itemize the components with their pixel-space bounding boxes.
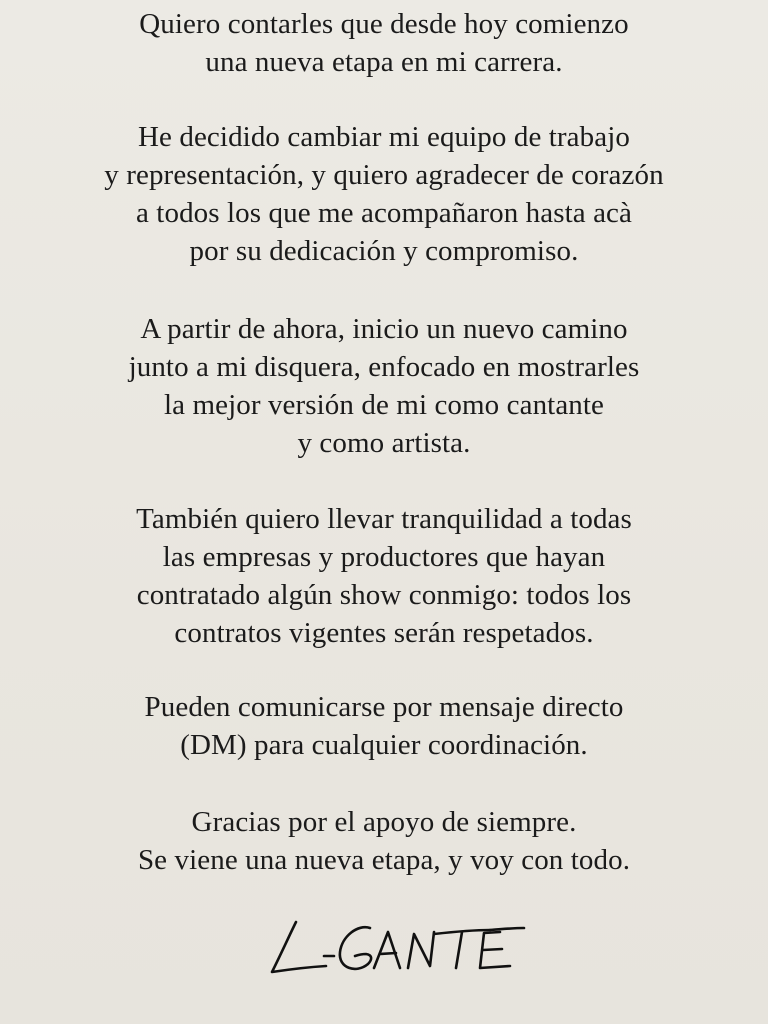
- text-line: Se viene una nueva etapa, y voy con todo.: [137, 844, 631, 876]
- text-line: las empresas y productores que hayan: [162, 541, 606, 573]
- text-line: una nueva etapa en mi carrera.: [205, 46, 563, 78]
- text-line: contratado algún show conmigo: todos los: [136, 579, 632, 611]
- text-line: A partir de ahora, inicio un nuevo camino: [140, 313, 628, 345]
- text-line: junto a mi disquera, enfocado en mostrarles: [128, 351, 640, 383]
- paragraph-thanks: [0, 803, 768, 879]
- text-line: por su dedicación y compromiso.: [189, 235, 579, 267]
- text-line: (DM) para cualquier coordinación.: [180, 729, 588, 761]
- text-line: a todos los que me acompañaron hasta acà: [135, 197, 632, 229]
- text-line: Pueden comunicarse por mensaje directo: [144, 691, 624, 723]
- paragraph-contracts: [0, 500, 768, 652]
- paragraph-new-path: [0, 310, 768, 462]
- text-line: la mejor versión de mi como cantante: [163, 389, 605, 421]
- text-line: y representación, y quiero agradecer de corazón: [104, 159, 664, 191]
- text-line: Gracias por el apoyo de siempre.: [191, 806, 577, 838]
- text-line: y como artista.: [297, 427, 471, 459]
- paragraph-new-stage: [0, 5, 768, 81]
- text-line: Quiero contarles que desde hoy comienzo: [139, 8, 629, 40]
- text-line: He decidido cambiar mi equipo de trabajo: [138, 121, 630, 153]
- text-line: contratos vigentes serán respetados.: [174, 617, 594, 649]
- paragraph-contact: [0, 688, 768, 764]
- handwritten-signature: [262, 912, 534, 982]
- text-line: También quiero llevar tranquilidad a todas: [136, 503, 632, 535]
- paragraph-team-change: [0, 118, 768, 270]
